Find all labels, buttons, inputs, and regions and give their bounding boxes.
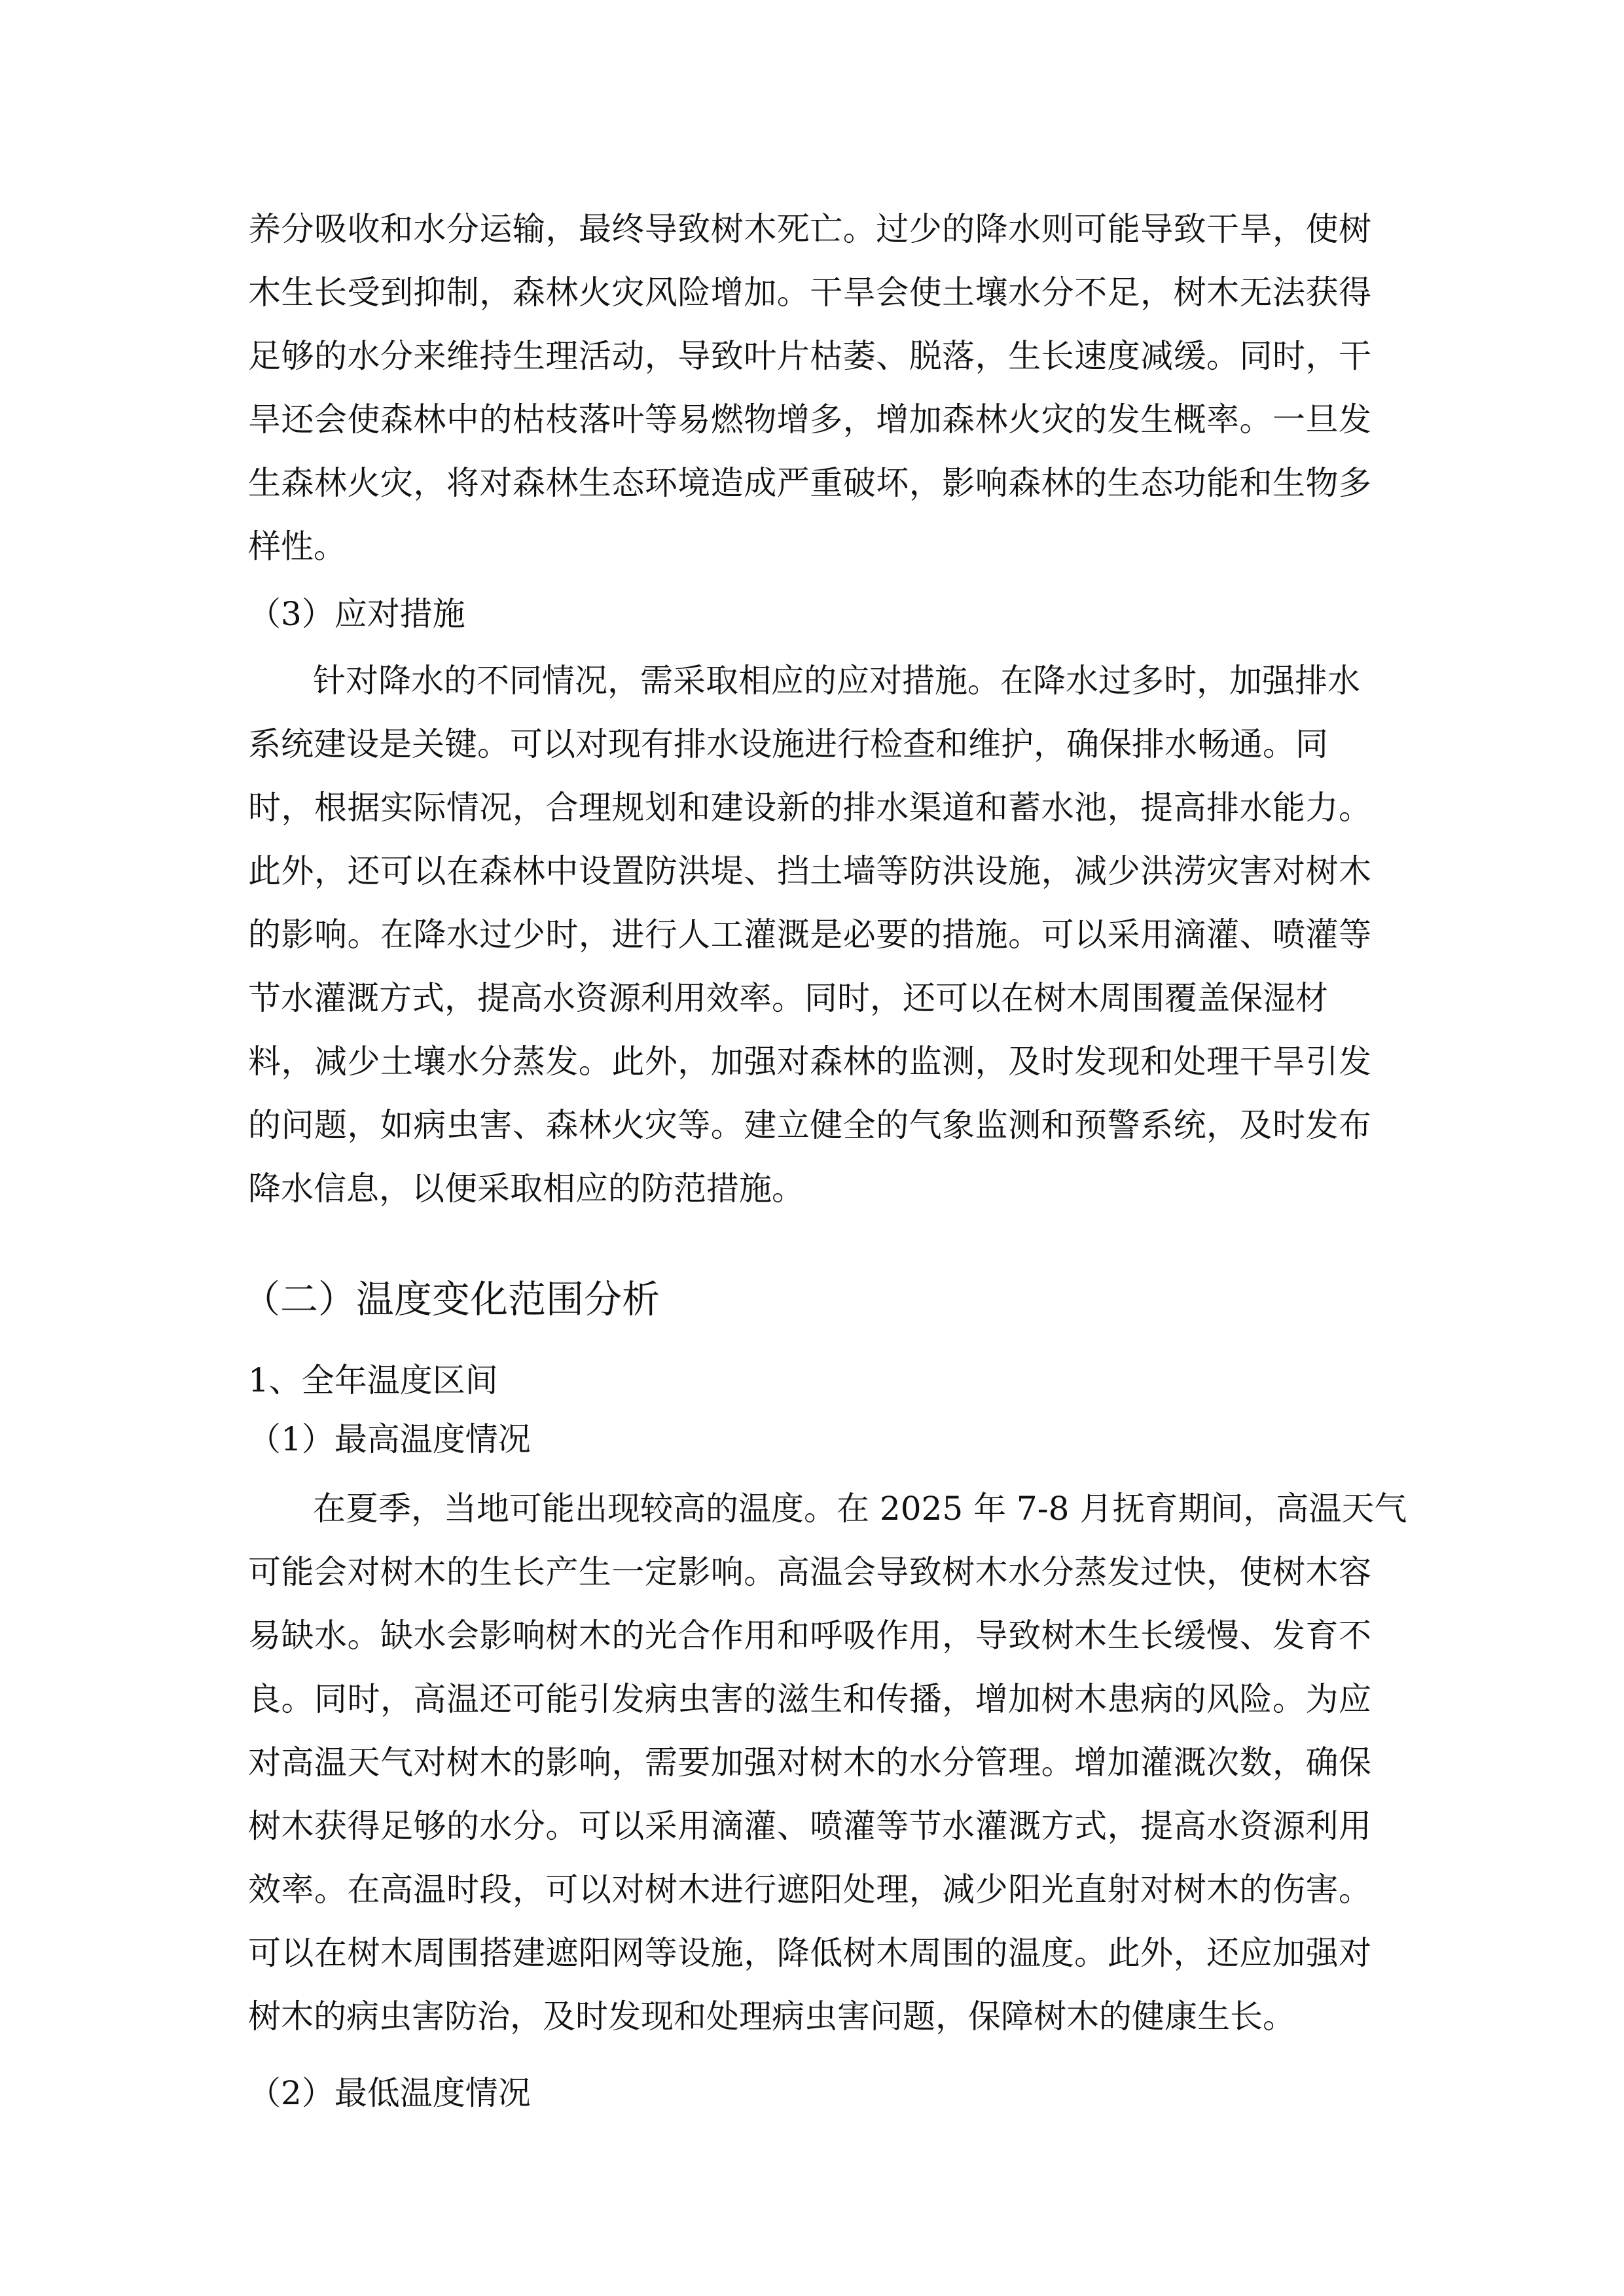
paragraph-line: 生森林火灾，将对森林生态环境造成严重破坏，影响森林的生态功能和生物多: [248, 464, 1371, 502]
paragraph-line: 树木的病虫害防治，及时发现和处理病虫害问题，保障树木的健康生长。: [248, 1998, 1295, 2036]
paragraph-line: 系统建设是关键。可以对现有排水设施进行检查和维护，确保排水畅通。同: [248, 725, 1328, 763]
paragraph-line: 料，减少土壤水分蒸发。此外，加强对森林的监测，及时发现和处理干旱引发: [248, 1043, 1371, 1081]
paragraph-line: 节水灌溉方式，提高水资源利用效率。同时，还可以在树木周围覆盖保湿材: [248, 979, 1328, 1017]
paragraph-line: 的问题，如病虫害、森林火灾等。建立健全的气象监测和预警系统，及时发布: [248, 1106, 1371, 1144]
paragraph-line: 良。同时，高温还可能引发病虫害的滋生和传播，增加树木患病的风险。为应: [248, 1680, 1371, 1718]
paragraph-line: 可能会对树木的生长产生一定影响。高温会导致树木水分蒸发过快，使树木容: [248, 1553, 1371, 1591]
paragraph-line: 易缺水。缺水会影响树木的光合作用和呼吸作用，导致树木生长缓慢、发育不: [248, 1617, 1371, 1655]
paragraph-line: 样性。: [248, 528, 346, 565]
subsection-heading: （1）最高温度情况: [248, 1420, 531, 1458]
paragraph-line: 养分吸收和水分运输，最终导致树木死亡。过少的降水则可能导致干旱，使树: [248, 210, 1371, 248]
paragraph-line: 此外，还可以在森林中设置防洪堤、挡土墙等防洪设施，减少洪涝灾害对树木: [248, 852, 1371, 890]
subsection-heading: （3）应对措施: [248, 595, 465, 633]
paragraph-line: 可以在树木周围搭建遮阳网等设施，降低树木周围的温度。此外，还应加强对: [248, 1934, 1371, 1972]
paragraph-line: 树木获得足够的水分。可以采用滴灌、喷灌等节水灌溉方式，提高水资源利用: [248, 1807, 1371, 1845]
section-heading: （二）温度变化范围分析: [242, 1277, 660, 1321]
paragraph-line: 对高温天气对树木的影响，需要加强对树木的水分管理。增加灌溉次数，确保: [248, 1744, 1371, 1782]
paragraph-line: 降水信息，以便采取相应的防范措施。: [248, 1170, 804, 1208]
paragraph-line: 针对降水的不同情况，需采取相应的应对措施。在降水过多时，加强排水: [313, 662, 1360, 700]
paragraph-line: 效率。在高温时段，可以对树木进行遮阳处理，减少阳光直射对树木的伤害。: [248, 1871, 1371, 1909]
paragraph-line: 木生长受到抑制，森林火灾风险增加。干旱会使土壤水分不足，树木无法获得: [248, 274, 1371, 312]
paragraph-line: 在夏季，当地可能出现较高的温度。在 2025 年 7-8 月抚育期间，高温天气: [313, 1490, 1407, 1528]
subsection-heading: （2）最低温度情况: [248, 2074, 531, 2112]
paragraph-line: 的影响。在降水过少时，进行人工灌溉是必要的措施。可以采用滴灌、喷灌等: [248, 916, 1371, 954]
paragraph-line: 旱还会使森林中的枯枝落叶等易燃物增多，增加森林火灾的发生概率。一旦发: [248, 401, 1371, 439]
paragraph-line: 足够的水分来维持生理活动，导致叶片枯萎、脱落，生长速度减缓。同时，干: [248, 337, 1371, 375]
numbered-heading: 1、全年温度区间: [248, 1361, 498, 1399]
paragraph-line: 时，根据实际情况，合理规划和建设新的排水渠道和蓄水池，提高排水能力。: [248, 789, 1371, 827]
